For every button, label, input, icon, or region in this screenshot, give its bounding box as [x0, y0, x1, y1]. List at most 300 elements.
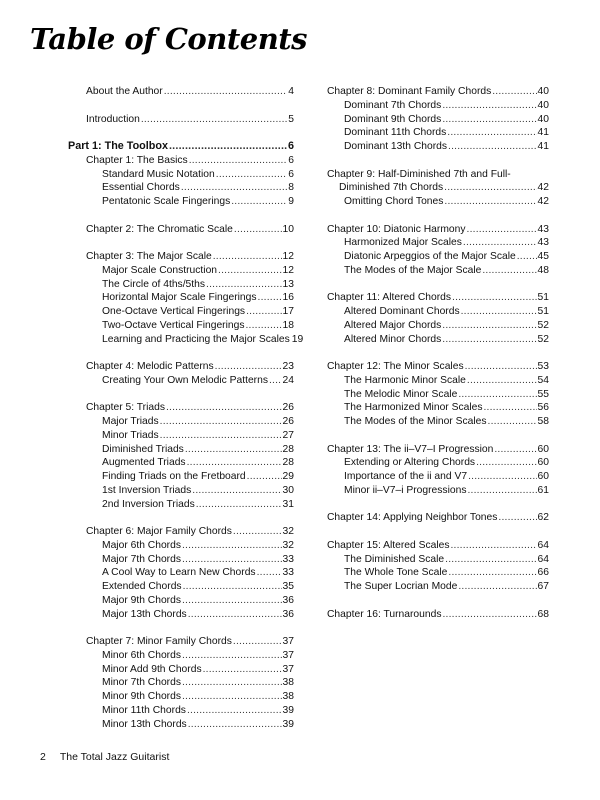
toc-entry-label: Diatonic Arpeggios of the Major Scale	[344, 251, 516, 262]
toc-entry-page: 26	[282, 402, 294, 414]
toc-entry[interactable]	[68, 539, 294, 553]
toc-entry-label: Chapter 7: Minor Family Chords	[86, 636, 232, 647]
toc-entry[interactable]	[68, 154, 294, 168]
toc-entry[interactable]	[327, 236, 549, 250]
toc-entry-page: 40	[537, 86, 549, 97]
toc-entry-label: Dominant 9th Chords	[344, 113, 442, 125]
toc-entry[interactable]	[68, 470, 294, 484]
toc-section	[327, 223, 549, 278]
dot-leader	[488, 415, 537, 429]
toc-section	[68, 635, 294, 731]
toc-entry-label: Chapter 4: Melodic Patterns	[86, 361, 214, 372]
dot-leader	[442, 113, 536, 127]
toc-entry[interactable]	[327, 333, 549, 347]
toc-entry[interactable]	[68, 443, 294, 457]
toc-entry-label: Chapter 5: Triads	[86, 402, 165, 414]
toc-entry-page: 42	[537, 182, 549, 194]
dot-leader	[164, 85, 288, 99]
dot-leader	[169, 140, 287, 154]
dot-leader	[482, 264, 536, 278]
toc-entry-page: 51	[537, 292, 549, 304]
toc-entry-label: Introduction	[86, 113, 140, 125]
dot-leader	[442, 608, 536, 622]
toc-entry[interactable]	[327, 566, 549, 580]
dot-leader	[498, 511, 536, 525]
toc-entry-page: 52	[537, 333, 549, 345]
toc-entry-page: 60	[537, 443, 549, 455]
toc-entry[interactable]	[68, 594, 294, 608]
dot-leader	[442, 333, 536, 347]
toc-entry-page: 66	[537, 567, 549, 579]
toc-entry[interactable]	[68, 360, 294, 374]
dot-leader	[442, 99, 536, 113]
toc-entry-label: Chapter 13: The ii–V7–I Progression	[327, 443, 494, 455]
toc-entry-label: Chapter 2: The Chromatic Scale	[86, 223, 233, 235]
toc-entry-label: Extended Chords	[102, 581, 182, 592]
toc-entry-label: Altered Minor Chords	[344, 333, 442, 345]
toc-entry-page: 31	[282, 498, 294, 510]
toc-entry[interactable]	[327, 374, 549, 388]
toc-entry-page: 37	[282, 663, 294, 675]
toc-entry-label: The Whole Tone Scale	[344, 567, 448, 579]
toc-entry-page: 10	[282, 223, 294, 235]
toc-entry[interactable]	[68, 140, 294, 154]
dot-leader	[213, 250, 282, 264]
toc-entry-label: The Modes of the Minor Scales	[344, 416, 487, 427]
toc-entry-page: 32	[282, 526, 294, 537]
toc-entry-page: 51	[537, 306, 549, 317]
toc-entry[interactable]	[68, 580, 294, 594]
dot-leader	[451, 539, 537, 553]
toc-entry-label: Major Triads	[102, 416, 159, 427]
dot-leader	[246, 305, 281, 319]
dot-leader	[448, 566, 536, 580]
toc-entry[interactable]	[327, 126, 549, 140]
toc-entry[interactable]	[327, 470, 549, 484]
toc-entry-page: 28	[282, 457, 294, 469]
toc-entry-page: 40	[537, 99, 549, 111]
toc-section	[68, 250, 304, 346]
toc-entry[interactable]	[327, 195, 549, 209]
dot-leader	[215, 360, 282, 374]
toc-entry[interactable]	[327, 539, 549, 553]
toc-entry-label: Part 1: The Toolbox	[68, 140, 168, 152]
toc-entry-page: 36	[282, 594, 294, 606]
toc-entry-label: Major 6th Chords	[102, 539, 181, 551]
toc-entry-label: Altered Major Chords	[344, 319, 442, 331]
dot-leader	[467, 374, 537, 388]
toc-entry-label: Chapter 6: Major Family Chords	[86, 526, 232, 537]
dot-leader	[218, 264, 282, 278]
toc-entry[interactable]	[327, 415, 549, 429]
toc-section	[327, 511, 549, 525]
toc-entry[interactable]	[68, 223, 294, 237]
dot-leader	[444, 195, 536, 209]
toc-entry[interactable]	[68, 85, 294, 99]
toc-entry-page: 16	[282, 292, 294, 304]
toc-entry[interactable]	[327, 168, 549, 182]
toc-entry[interactable]	[327, 223, 549, 237]
dot-leader	[463, 236, 537, 250]
toc-entry[interactable]	[68, 690, 294, 704]
dot-leader	[468, 470, 536, 484]
toc-entry-label: The Diminished Scale	[344, 553, 445, 565]
dot-leader	[189, 154, 288, 168]
toc-entry-label: Chapter 1: The Basics	[86, 154, 188, 166]
toc-entry-page: 60	[537, 457, 549, 469]
toc-entry-label: Learning and Practicing the Major Scales	[102, 333, 290, 345]
toc-entry-label: Augmented Triads	[102, 457, 186, 469]
toc-entry-label: One-Octave Vertical Fingerings	[102, 306, 246, 317]
toc-entry[interactable]	[68, 663, 294, 677]
dot-leader	[160, 415, 282, 429]
dot-leader	[206, 278, 282, 292]
toc-entry-page: 60	[537, 471, 549, 482]
toc-entry-label: Two-Octave Vertical Fingerings	[102, 319, 245, 331]
toc-entry[interactable]	[68, 195, 294, 209]
toc-entry-page: 56	[537, 402, 549, 414]
toc-entry[interactable]	[68, 718, 294, 732]
toc-entry-label: Chapter 10: Diatonic Harmony	[327, 223, 466, 235]
toc-section	[68, 113, 294, 127]
toc-entry-label: Chapter 3: The Major Scale	[86, 251, 212, 262]
toc-entry-page: 68	[537, 608, 549, 620]
dot-leader	[458, 580, 536, 594]
toc-entry-label: Dominant 11th Chords	[344, 127, 447, 139]
toc-entry-page: 13	[282, 278, 294, 290]
dot-leader	[233, 525, 282, 539]
toc-entry-label: Chapter 12: The Minor Scales	[327, 361, 464, 372]
toc-entry[interactable]	[327, 456, 549, 470]
toc-entry[interactable]	[68, 278, 294, 292]
toc-entry-page: 41	[537, 141, 549, 152]
page-title: Table of Contents	[30, 22, 308, 56]
toc-entry[interactable]	[327, 291, 549, 305]
toc-right-column	[327, 85, 549, 635]
toc-section	[327, 608, 549, 622]
dot-leader	[231, 195, 287, 209]
toc-entry[interactable]	[68, 429, 294, 443]
toc-entry-page: 4	[288, 86, 294, 97]
dot-leader	[182, 649, 282, 663]
toc-entry[interactable]	[68, 635, 294, 649]
dot-leader	[188, 718, 282, 732]
toc-section	[327, 443, 549, 498]
toc-entry-label: 2nd Inversion Triads	[102, 498, 195, 510]
toc-entry[interactable]	[327, 85, 549, 99]
toc-entry[interactable]	[327, 553, 549, 567]
toc-entry-label: Major 9th Chords	[102, 594, 181, 606]
toc-entry-label: Minor 6th Chords	[102, 649, 181, 661]
toc-entry[interactable]	[68, 113, 294, 127]
dot-leader	[269, 374, 282, 388]
dot-leader	[442, 319, 536, 333]
toc-entry-label: The Harmonized Minor Scales	[344, 402, 483, 414]
toc-entry[interactable]	[68, 333, 304, 347]
toc-entry-label: The Harmonic Minor Scale	[344, 374, 466, 386]
toc-entry-label: Chapter 9: Half-Diminished 7th and Full-	[327, 168, 511, 180]
toc-entry-page: 26	[282, 416, 294, 427]
toc-entry[interactable]	[68, 704, 294, 718]
toc-entry-page: 52	[537, 319, 549, 331]
toc-section	[68, 140, 294, 209]
toc-entry-page: 42	[537, 196, 549, 207]
toc-entry-page: 62	[537, 512, 549, 524]
toc-entry-label: About the Author	[86, 86, 163, 97]
toc-entry[interactable]	[327, 113, 549, 127]
dot-leader	[258, 291, 282, 305]
toc-entry[interactable]	[327, 264, 549, 278]
toc-entry-label: Altered Dominant Chords	[344, 306, 460, 317]
dot-leader	[484, 401, 537, 415]
dot-leader	[160, 429, 282, 443]
toc-entry-page: 33	[282, 553, 294, 565]
toc-section	[327, 360, 549, 429]
toc-entry[interactable]	[68, 168, 294, 182]
dot-leader	[448, 140, 537, 154]
toc-entry[interactable]	[327, 443, 549, 457]
toc-entry-label: Finding Triads on the Fretboard	[102, 471, 246, 482]
toc-entry-page: 58	[537, 416, 549, 427]
toc-entry-label: Minor ii–V7–i Progressions	[344, 484, 467, 496]
toc-entry-page: 17	[282, 306, 294, 317]
toc-entry-page: 40	[537, 113, 549, 125]
dot-leader	[494, 443, 536, 457]
toc-entry-page: 61	[537, 484, 549, 496]
toc-entry-page: 55	[537, 388, 549, 400]
dot-leader	[192, 484, 281, 498]
toc-entry[interactable]	[327, 99, 549, 113]
dot-leader	[247, 470, 282, 484]
toc-entry[interactable]	[68, 374, 294, 388]
dot-leader	[182, 553, 282, 567]
dot-leader	[461, 305, 537, 319]
toc-entry-label: Major 7th Chords	[102, 553, 181, 565]
toc-entry-page: 37	[282, 649, 294, 661]
dot-leader	[181, 181, 287, 195]
toc-entry[interactable]	[327, 388, 549, 402]
toc-entry-label: Omitting Chord Tones	[344, 196, 444, 207]
toc-entry-label: Harmonized Major Scales	[344, 237, 462, 249]
toc-entry-page: 6	[288, 154, 294, 166]
dot-leader	[233, 635, 282, 649]
toc-entry-page: 12	[282, 264, 294, 276]
toc-section	[327, 291, 549, 346]
toc-entry[interactable]	[327, 250, 549, 264]
toc-entry[interactable]	[68, 649, 294, 663]
toc-entry-label: Dominant 7th Chords	[344, 99, 442, 111]
toc-entry[interactable]	[327, 608, 549, 622]
dot-leader	[196, 498, 282, 512]
toc-entry-page: 67	[537, 581, 549, 592]
dot-leader	[182, 594, 282, 608]
toc-entry-label: Extending or Altering Chords	[344, 457, 476, 469]
toc-entry-label: Minor 13th Chords	[102, 718, 187, 730]
toc-entry-label: The Melodic Minor Scale	[344, 388, 458, 400]
toc-entry-label: Diminished 7th Chords	[339, 182, 444, 194]
toc-entry-label: Major Scale Construction	[102, 264, 218, 276]
toc-entry[interactable]	[327, 140, 549, 154]
toc-entry-label: Minor 11th Chords	[102, 704, 186, 716]
toc-entry-label: Minor Triads	[102, 429, 159, 441]
toc-section	[68, 360, 294, 388]
toc-entry-page: 45	[537, 251, 549, 262]
toc-entry[interactable]	[68, 566, 294, 580]
toc-entry[interactable]	[327, 319, 549, 333]
toc-entry[interactable]	[68, 264, 294, 278]
toc-entry-page: 27	[282, 429, 294, 441]
dot-leader	[185, 443, 282, 457]
toc-entry-label: A Cool Way to Learn New Chords	[102, 567, 256, 579]
toc-entry[interactable]	[327, 511, 549, 525]
toc-entry-label: Chapter 8: Dominant Family Chords	[327, 86, 492, 97]
page-footer	[40, 751, 183, 763]
toc-entry-page: 9	[288, 196, 294, 207]
toc-entry-label: Pentatonic Scale Fingerings	[102, 196, 231, 207]
toc-entry-page: 38	[282, 677, 294, 689]
toc-entry-label: Diminished Triads	[102, 443, 184, 455]
toc-entry[interactable]	[68, 401, 294, 415]
dot-leader	[187, 456, 282, 470]
dot-leader	[166, 401, 282, 415]
toc-entry-label: Standard Music Notation	[102, 168, 215, 180]
dot-leader	[445, 553, 536, 567]
toc-entry[interactable]	[68, 291, 294, 305]
toc-entry-page: 23	[282, 361, 294, 372]
dot-leader	[234, 223, 282, 237]
toc-entry-page: 8	[288, 182, 294, 194]
toc-entry-label: The Super Locrian Mode	[344, 581, 458, 592]
toc-entry[interactable]	[68, 319, 294, 333]
toc-entry-label: Chapter 15: Altered Scales	[327, 539, 450, 551]
toc-entry-page: 53	[537, 361, 549, 372]
toc-entry-page: 18	[282, 319, 294, 331]
toc-entry-label: Essential Chords	[102, 182, 180, 194]
toc-entry-page: 64	[537, 553, 549, 565]
toc-entry-page: 33	[282, 567, 294, 579]
dot-leader	[246, 319, 282, 333]
toc-entry-page: 24	[282, 374, 294, 386]
toc-entry-page: 32	[282, 539, 294, 551]
toc-entry-page: 5	[288, 113, 294, 125]
dot-leader	[216, 168, 288, 182]
dot-leader	[182, 690, 282, 704]
dot-leader	[182, 676, 282, 690]
dot-leader	[465, 360, 537, 374]
toc-entry-page: 12	[282, 251, 294, 262]
toc-entry[interactable]	[68, 456, 294, 470]
toc-entry-page: 38	[282, 691, 294, 702]
toc-entry-label: Chapter 16: Turnarounds	[327, 608, 442, 620]
toc-entry[interactable]	[327, 360, 549, 374]
dot-leader	[257, 566, 282, 580]
toc-entry-page: 48	[537, 264, 549, 276]
dot-leader	[182, 539, 282, 553]
toc-entry-page: 28	[282, 443, 294, 455]
dot-leader	[447, 126, 536, 140]
toc-section	[68, 401, 294, 511]
toc-entry-page: 36	[282, 608, 294, 620]
toc-entry-page: 35	[282, 581, 294, 592]
toc-entry-label: Dominant 13th Chords	[344, 141, 448, 152]
toc-entry-page: 39	[282, 704, 294, 716]
toc-entry-page: 6	[288, 168, 294, 180]
toc-section	[327, 85, 549, 154]
toc-entry-label: Importance of the ii and V7	[344, 471, 468, 482]
toc-entry[interactable]	[68, 484, 294, 498]
toc-entry-label: 1st Inversion Triads	[102, 484, 192, 496]
toc-entry-page: 64	[537, 539, 549, 551]
toc-entry-label: Horizontal Major Scale Fingerings	[102, 292, 257, 304]
toc-entry-page: 43	[537, 237, 549, 249]
toc-entry[interactable]	[68, 181, 294, 195]
dot-leader	[476, 456, 536, 470]
toc-section	[327, 168, 549, 209]
dot-leader	[452, 291, 537, 305]
toc-entry[interactable]	[327, 484, 549, 498]
toc-section	[68, 223, 294, 237]
dot-leader	[467, 223, 537, 237]
toc-section	[68, 85, 294, 99]
toc-entry-page: 37	[282, 636, 294, 647]
toc-entry-page: 41	[537, 127, 549, 139]
dot-leader	[458, 388, 536, 402]
toc-entry-page: 39	[282, 718, 294, 730]
toc-section	[68, 525, 294, 621]
toc-entry-label: Minor 7th Chords	[102, 677, 181, 689]
toc-entry[interactable]	[68, 415, 294, 429]
dot-leader	[188, 608, 282, 622]
toc-section	[327, 539, 549, 594]
toc-entry-page: 43	[537, 223, 549, 235]
dot-leader	[141, 113, 287, 127]
toc-entry-label: Creating Your Own Melodic Patterns	[102, 374, 268, 386]
dot-leader	[183, 580, 282, 594]
toc-entry[interactable]	[327, 401, 549, 415]
toc-entry[interactable]	[327, 181, 549, 195]
toc-entry-label: The Modes of the Major Scale	[344, 264, 482, 276]
toc-entry[interactable]	[327, 580, 549, 594]
dot-leader	[444, 181, 536, 195]
toc-left-column	[68, 85, 304, 745]
toc-entry-page: 30	[282, 484, 294, 496]
dot-leader	[492, 85, 536, 99]
toc-entry[interactable]	[68, 676, 294, 690]
toc-entry-page: 54	[537, 374, 549, 386]
book-title: The Total Jazz Guitarist	[59, 751, 170, 763]
toc-entry[interactable]	[68, 553, 294, 567]
toc-entry-label: Minor Add 9th Chords	[102, 663, 202, 675]
toc-entry-label: Minor 9th Chords	[102, 691, 181, 702]
toc-entry[interactable]	[68, 498, 294, 512]
toc-entry[interactable]	[327, 305, 549, 319]
toc-entry-page: 19	[291, 333, 304, 345]
toc-entry-label: Chapter 14: Applying Neighbor Tones	[327, 512, 498, 524]
page-number: 2	[40, 751, 46, 763]
toc-entry[interactable]	[68, 525, 294, 539]
toc-entry-label: The Circle of 4ths/5ths	[102, 278, 206, 290]
toc-entry-label: Chapter 11: Altered Chords	[327, 292, 452, 304]
toc-entry-page: 29	[282, 471, 294, 482]
toc-entry-page: 6	[287, 140, 294, 152]
toc-entry[interactable]	[68, 250, 294, 264]
toc-entry[interactable]	[68, 305, 294, 319]
dot-leader	[467, 484, 536, 498]
dot-leader	[203, 663, 282, 677]
toc-entry-label: Major 13th Chords	[102, 608, 187, 620]
dot-leader	[517, 250, 537, 264]
toc-entry[interactable]	[68, 608, 294, 622]
